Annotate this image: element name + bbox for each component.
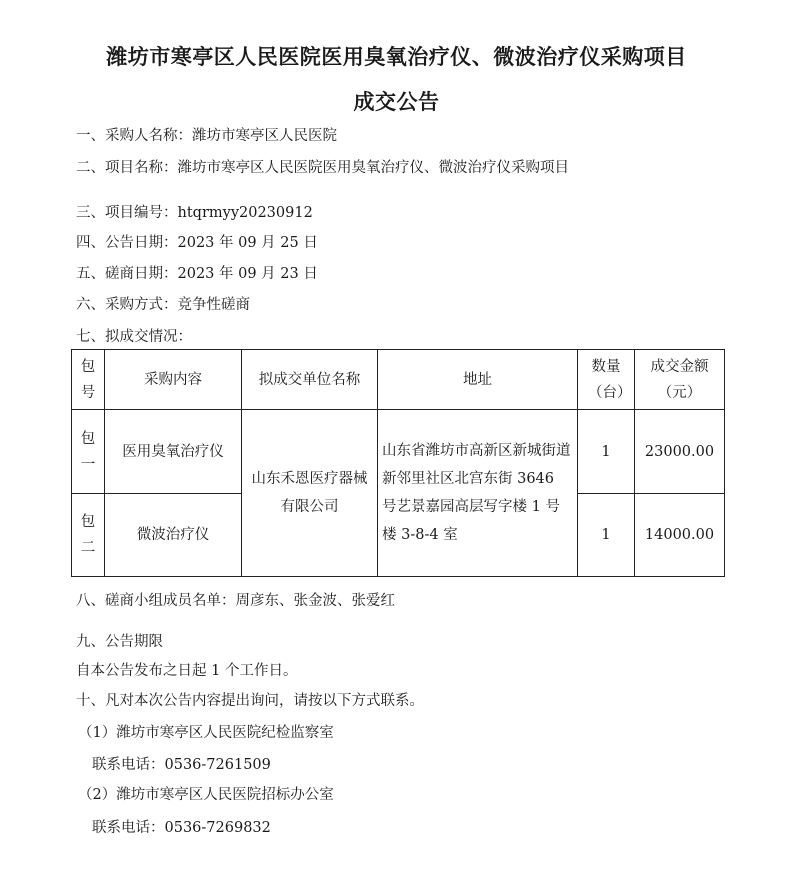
- announcement-title-line2: 成交公告: [353, 89, 440, 114]
- panel-members-line: 八、磋商小组成员名单：周彦东、张金波、张爱红: [76, 593, 395, 609]
- project-name-line: 二、项目名称：潍坊市寒亭区人民医院医用臭氧治疗仪、微波治疗仪采购项目: [76, 160, 569, 176]
- cell-content: 医用臭氧治疗仪: [105, 410, 242, 494]
- award-heading-line: 七、拟成交情况：: [76, 329, 192, 345]
- contact1-org: （1）潍坊市寒亭区人民医院纪检监察室: [78, 725, 334, 741]
- header-content: 采购内容: [105, 350, 242, 410]
- cell-amount: 14000.00: [635, 494, 725, 577]
- cell-package: 包二: [72, 494, 105, 577]
- period-heading: 九、公告期限: [76, 634, 163, 650]
- procurement-method-line: 六、采购方式：竞争性磋商: [76, 297, 250, 313]
- header-supplier: 拟成交单位名称: [242, 350, 378, 410]
- supplier-name: 山东禾恩医疗器械有限公司: [251, 471, 368, 515]
- header-quantity: 数量（台）: [578, 350, 635, 410]
- cell-content: 微波治疗仪: [105, 494, 242, 577]
- header-package: 包号: [72, 350, 105, 410]
- header-amount: 成交金额（元）: [635, 350, 725, 410]
- negotiation-date-line: 五、磋商日期：2023 年 09 月 23 日: [76, 266, 318, 282]
- period-text: 自本公告发布之日起 1 个工作日。: [76, 663, 298, 679]
- cell-supplier: [242, 410, 378, 577]
- project-number-line: 三、项目编号：htqrmyy20230912: [76, 205, 313, 221]
- cell-quantity: 1: [578, 410, 635, 494]
- contact2-org: （2）潍坊市寒亭区人民医院招标办公室: [78, 787, 334, 803]
- supplier-address: 山东省潍坊市高新区新城街道新邻里社区北宫东街 3646 号艺景嘉园高层写字楼 1 号楼 3-8-4 室: [382, 443, 571, 543]
- buyer-line: 一、采购人名称：潍坊市寒亭区人民医院: [76, 128, 337, 144]
- notice-date-line: 四、公告日期：2023 年 09 月 25 日: [76, 235, 318, 251]
- announcement-title-line1: 潍坊市寒亭区人民医院医用臭氧治疗仪、微波治疗仪采购项目: [106, 44, 687, 69]
- table-header-row: [72, 350, 725, 410]
- table-row: [72, 410, 725, 494]
- cell-quantity: 1: [578, 494, 635, 577]
- cell-package: 包一: [72, 410, 105, 494]
- award-table: [71, 349, 725, 577]
- cell-amount: 23000.00: [635, 410, 725, 494]
- contact-heading: 十、凡对本次公告内容提出询问，请按以下方式联系。: [76, 693, 424, 709]
- cell-address: [378, 410, 578, 577]
- header-address: 地址: [378, 350, 578, 410]
- contact2-phone: 联系电话：0536-7269832: [92, 820, 271, 836]
- contact1-phone: 联系电话：0536-7261509: [92, 757, 271, 773]
